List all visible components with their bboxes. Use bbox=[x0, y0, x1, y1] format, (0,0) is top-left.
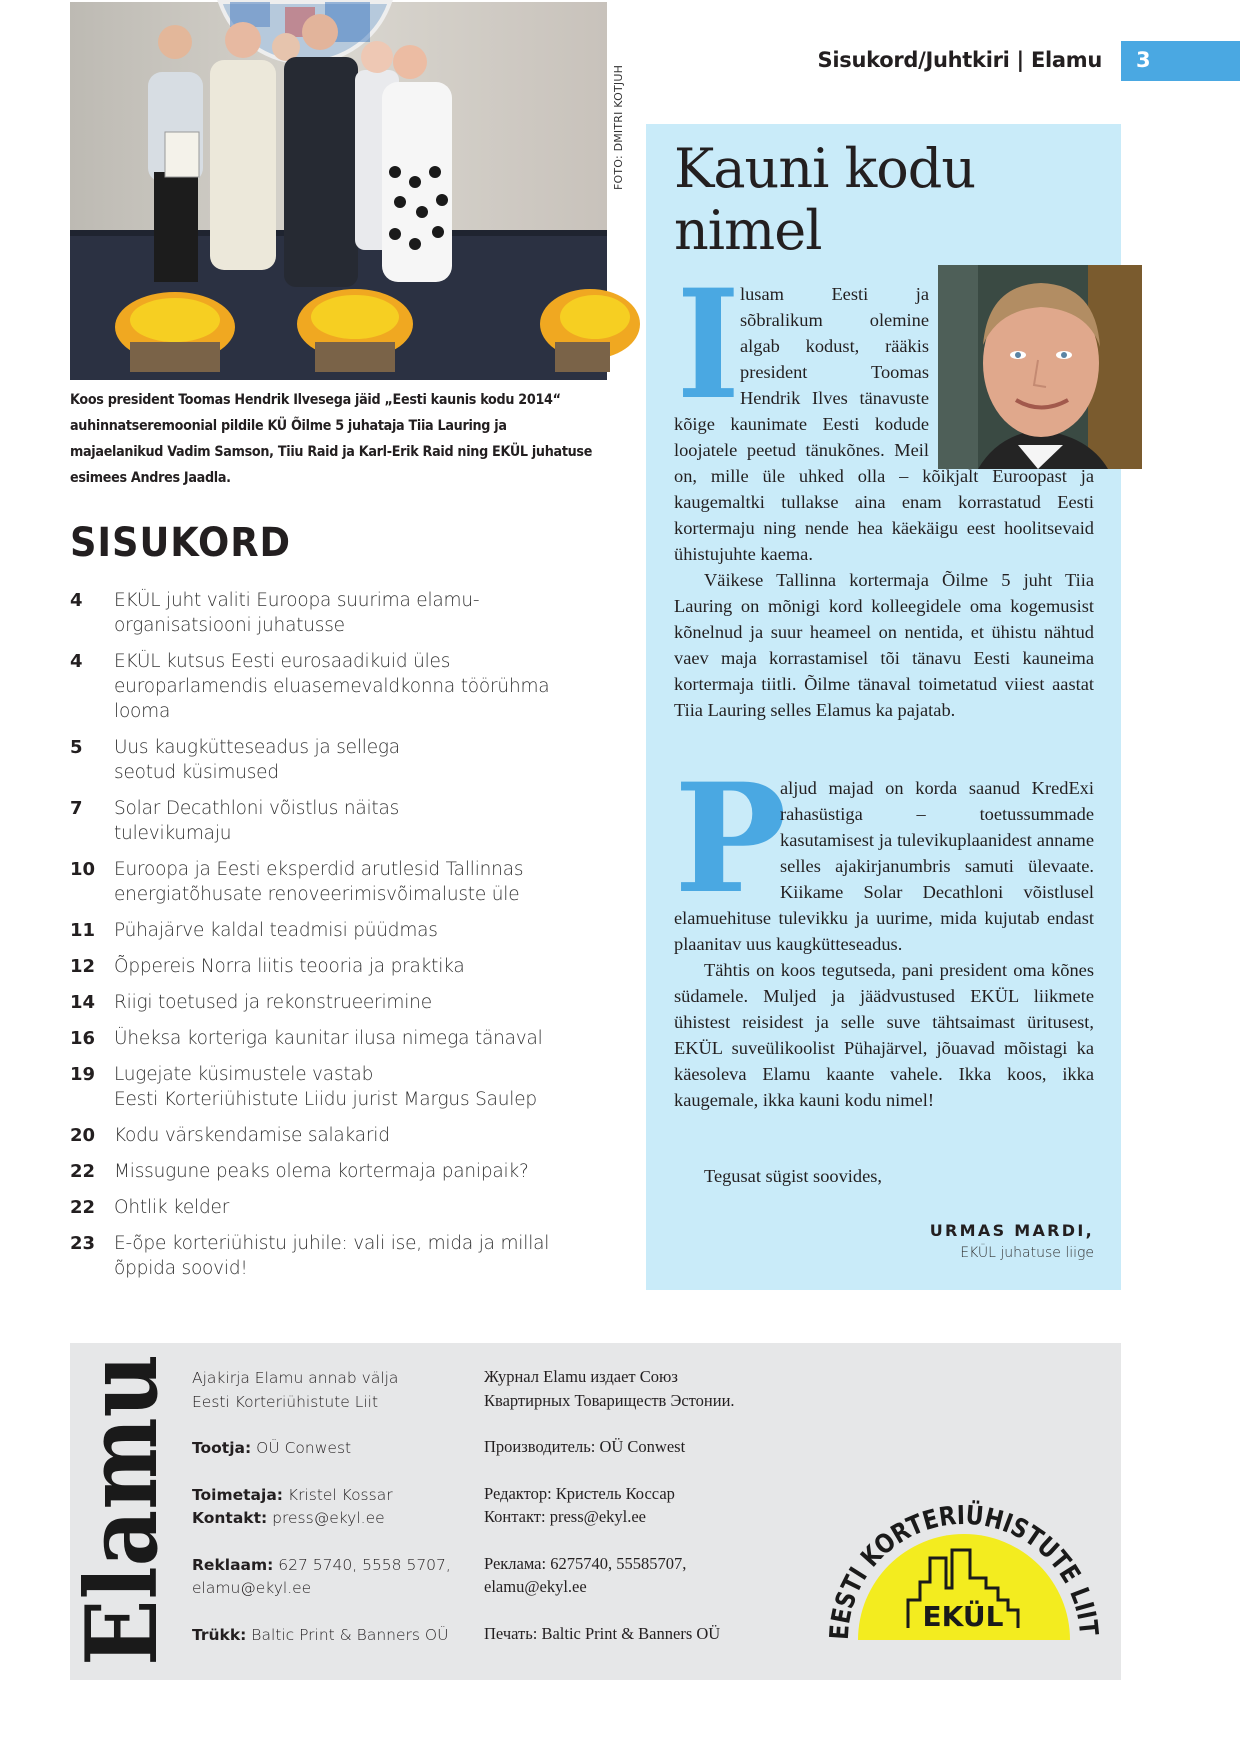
label: Печать: bbox=[484, 1623, 538, 1643]
imprint-intro: Журнал Elamu издает Союз Квартирных Товариществ Эстонии. bbox=[484, 1367, 735, 1410]
toc-item-title: Uus kaugkütteseadus ja sellega seotud küsimused bbox=[114, 737, 400, 783]
toc-item-title: EKÜL kutsus Eesti eurosaadikuid üles europarlamendis eluasemevaldkonna töörühma looma bbox=[114, 651, 550, 722]
toc-item[interactable] bbox=[70, 1026, 610, 1051]
ekul-arc-textpath: EESTI KORTERIÜHISTUTE LIIT bbox=[824, 1500, 1104, 1641]
toc-page-number: 7 bbox=[70, 798, 83, 819]
label: Производитель: bbox=[484, 1437, 596, 1456]
elamu-logo-graphic bbox=[65, 1315, 180, 1666]
label: Контакт: bbox=[484, 1507, 546, 1526]
value: Baltic Print & Banners OÜ bbox=[537, 1623, 721, 1643]
label: Kontakt: bbox=[192, 1509, 268, 1527]
award-ceremony-photo bbox=[70, 2, 607, 380]
value: Кристель Коссар bbox=[551, 1483, 675, 1503]
label: Реклама: bbox=[484, 1553, 547, 1573]
imprint-print bbox=[484, 1622, 814, 1646]
ekul-logo-graphic bbox=[818, 1480, 1108, 1650]
toc-page-number: 23 bbox=[70, 1233, 96, 1254]
editorial-paragraph-2 bbox=[674, 751, 1094, 1113]
portrait-spacer bbox=[929, 281, 1094, 459]
imprint-ads bbox=[484, 1552, 814, 1599]
toc-item[interactable] bbox=[70, 1123, 610, 1148]
photo-credit bbox=[602, 40, 625, 200]
photo-caption: Koos president Toomas Hendrik Ilvesega jäid „Eesti kaunis kodu 2014“ auhinnatseremoonial pildile KÜ Õilme 5 juhataja Tiia Lauring ja majaelanikud Vadim Samson, Tiiu Raid ja Karl-Erik Raid ning EKÜL juhatuse esimees Andres Jaadla. bbox=[70, 392, 593, 486]
toc-page-number: 5 bbox=[70, 737, 83, 758]
toc-item-title: Riigi toetused ja rekonstrueerimine bbox=[114, 992, 432, 1013]
toc-item[interactable] bbox=[70, 1195, 610, 1220]
toc-item[interactable] bbox=[70, 857, 610, 907]
label: Reklaam: bbox=[192, 1555, 274, 1574]
toc-item-title: Ohtlik kelder bbox=[114, 1197, 230, 1218]
photo-credit-text: FOTO: DMITRI KOTJUH bbox=[612, 64, 625, 190]
ekul-logo bbox=[818, 1480, 1108, 1650]
contact-email[interactable]: press@ekyl.ee bbox=[545, 1507, 647, 1526]
value: Baltic Print & Banners OÜ bbox=[246, 1625, 449, 1644]
toc-item[interactable] bbox=[70, 954, 610, 979]
editorial-text: aljud majad on korda saanud KredExi rahasüstiga – toetussummade kasutamisest ja tulevikuplaanidest anname selles ajakirjanumbris samuti ülevaate. Kiikame Solar Decathloni võistlusel elamuehituse tulevikku ja uurime, mida kujutab endast plaanitav uus kaugkütteseadus. bbox=[674, 778, 1094, 954]
label: Toimetaja: bbox=[192, 1485, 283, 1504]
toc-page-number: 4 bbox=[70, 651, 83, 672]
toc-page-number: 19 bbox=[70, 1064, 96, 1085]
imprint-print bbox=[192, 1624, 482, 1648]
value: OÜ Conwest bbox=[251, 1439, 352, 1457]
toc-item-title: Euroopa ja Eesti eksperdid arutlesid Tallinnas energiatõhusate renoveerimisvõimaluste üle bbox=[114, 859, 524, 905]
toc-item-title: Solar Decathloni võistlus näitas tulevikumaju bbox=[114, 798, 400, 844]
toc-page-number: 22 bbox=[70, 1197, 96, 1218]
table-of-contents bbox=[70, 588, 610, 1292]
page-number: 3 bbox=[1136, 48, 1151, 72]
value: 627 5740, 5558 5707, elamu@ekyl.ee bbox=[192, 1555, 451, 1597]
toc-item[interactable] bbox=[70, 1231, 610, 1281]
toc-item[interactable] bbox=[70, 588, 610, 638]
imprint-intro: Ajakirja Elamu annab välja Eesti Korteriühistute Liit bbox=[192, 1369, 399, 1411]
editorial-text: Tähtis on koos tegutseda, pani president oma kõnes südamele. Muljed ja jäädvustused EKÜL liikmete ühistest reisidest ja selle suve tähtsaimast üritusest, EKÜL suveülikoolist Pühajärvel, jõuavad mõistagi ka käesoleva Elamu kaante vahele. Ikka koos, ikka kaugemale, ikka kauni kodu nimel! bbox=[674, 960, 1094, 1110]
editorial-paragraph-1 bbox=[674, 257, 1094, 723]
toc-page-number: 12 bbox=[70, 956, 96, 977]
toc-page-number: 10 bbox=[70, 859, 96, 880]
label: Редактор: bbox=[484, 1483, 552, 1503]
imprint-producer bbox=[484, 1435, 814, 1459]
toc-item[interactable] bbox=[70, 649, 610, 724]
imprint-estonian bbox=[192, 1367, 482, 1670]
toc-item-title: Lugejate küsimustele vastab Eesti Korteriühistute Liidu jurist Margus Saulep bbox=[114, 1064, 537, 1110]
toc-title: SISUKORD bbox=[70, 520, 291, 566]
editorial-text: Väikese Tallinna kortermaja Õilme 5 juht Tiia Lauring on mõnigi kord kolleegidele oma kogemusist kõnelnud ja suur heameel on nentida, et ühistu nähtud vaev maja korrastamisel tõi tänavu Eesti kauneima kortermaja tiitli. Õilme tänaval toimetatud viiest aastat Tiia Lauring selles Elamus ka pajatab. bbox=[674, 570, 1094, 720]
imprint-editor-contact bbox=[192, 1484, 482, 1531]
elamu-logo bbox=[65, 1315, 180, 1666]
elamu-logo-text: Elamu bbox=[65, 1315, 180, 1666]
toc-item[interactable] bbox=[70, 918, 610, 943]
imprint-ads bbox=[192, 1554, 482, 1601]
toc-item-title: Kodu värskendamise salakarid bbox=[114, 1125, 390, 1146]
toc-page-number: 14 bbox=[70, 992, 96, 1013]
toc-item[interactable] bbox=[70, 1159, 610, 1184]
toc-page-number: 20 bbox=[70, 1125, 96, 1146]
imprint-producer bbox=[192, 1437, 482, 1461]
toc-item-title: Üheksa korteriga kaunitar ilusa nimega tänaval bbox=[114, 1028, 543, 1049]
photo-illustration bbox=[70, 2, 607, 380]
toc-item[interactable] bbox=[70, 1062, 610, 1112]
value: OÜ Conwest bbox=[595, 1437, 686, 1456]
editorial-text: lusam Eesti ja sõbralikum olemine algab kodust, rääkis president Toomas Hendrik Ilves tänavuste kõige kaunimate Eesti kodude loojatele peetud tänukõnes. Meil on, mille üle uhked olla – kõikjalt Euroopast ja kaugemaltki tullakse aina enam korrastatud Eesti kortermaju ning nende hea käekäigu eest hoolitsevaid ühistujuhte kaema. bbox=[674, 284, 1094, 564]
label: Trükk: bbox=[192, 1625, 247, 1644]
toc-item[interactable] bbox=[70, 796, 610, 846]
toc-item-title: Õppereis Norra liitis teooria ja praktika bbox=[114, 956, 465, 977]
toc-page-number: 16 bbox=[70, 1028, 96, 1049]
imprint-editor-contact bbox=[484, 1482, 814, 1529]
toc-item[interactable] bbox=[70, 735, 610, 785]
dropcap-letter: P bbox=[674, 751, 787, 927]
toc-page-number: 22 bbox=[70, 1161, 96, 1182]
ekul-center-text: EKÜL bbox=[922, 1600, 1004, 1633]
toc-page-number: 11 bbox=[70, 920, 96, 941]
signer-role: EKÜL juhatuse liige bbox=[960, 1245, 1094, 1261]
contact-email[interactable]: press@ekyl.ee bbox=[267, 1509, 385, 1527]
imprint-russian bbox=[484, 1365, 814, 1668]
toc-item-title: E-õpe korteriühistu juhile: vali ise, mida ja millal õppida soovid! bbox=[114, 1233, 550, 1279]
toc-item[interactable] bbox=[70, 990, 610, 1015]
toc-item-title: EKÜL juht valiti Euroopa suurima elamu- organisatsiooni juhatusse bbox=[114, 590, 480, 636]
editorial-greeting: Tegusat sügist soovides, bbox=[704, 1166, 883, 1186]
dropcap-letter: I bbox=[676, 257, 740, 433]
toc-item-title: Missugune peaks olema kortermaja panipaik? bbox=[114, 1161, 529, 1182]
section-header: Sisukord/Juhtkiri | Elamu bbox=[817, 48, 1102, 72]
toc-page-number: 4 bbox=[70, 590, 83, 611]
page-number-tab bbox=[1121, 41, 1240, 81]
label: Tootja: bbox=[192, 1439, 252, 1457]
value: Kristel Kossar bbox=[282, 1485, 393, 1504]
value: 6275740, 55585707, elamu@ekyl.ee bbox=[484, 1553, 687, 1596]
editorial-title: Kauni kodu nimel bbox=[674, 137, 976, 262]
toc-item-title: Pühajärve kaldal teadmisi püüdmas bbox=[114, 920, 438, 941]
signer-name: URMAS MARDI, bbox=[929, 1221, 1094, 1240]
